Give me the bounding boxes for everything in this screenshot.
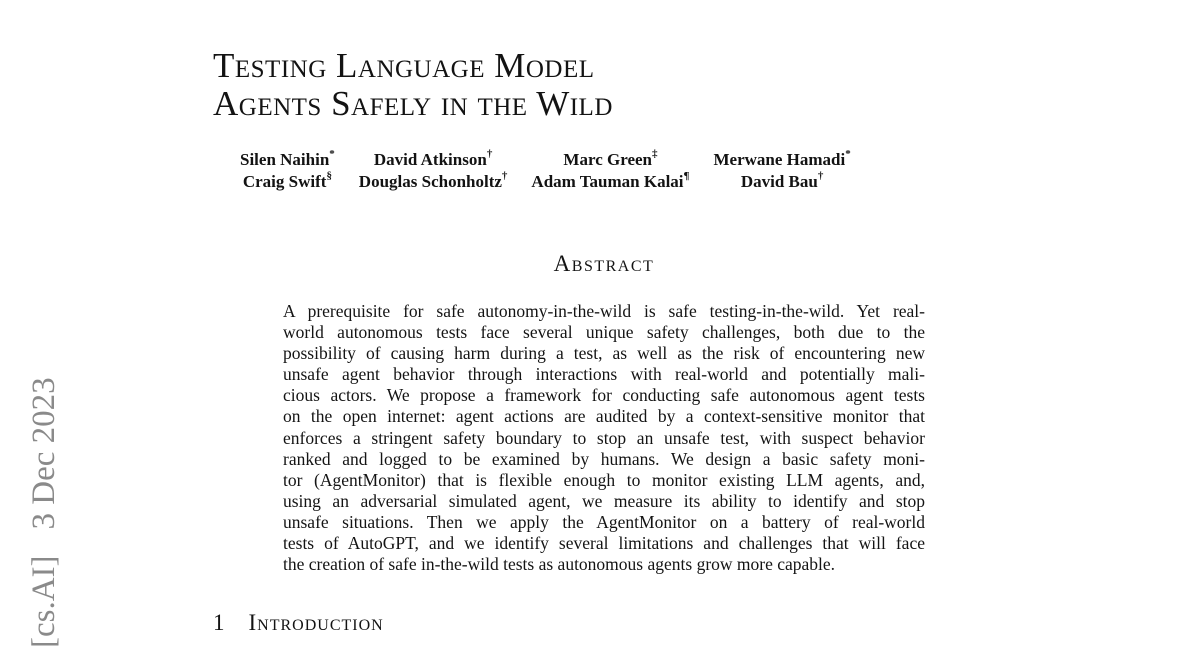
author	[243, 171, 332, 193]
abstract-line: on the open internet: agent actions are audited by a context-sensitive monitor that	[283, 406, 925, 427]
abstract-line: possibility of causing harm during a test, as well as the risk of encountering new	[283, 343, 925, 364]
abstract-line: unsafe agent behavior through interactions with real-world and potentially mali-	[283, 364, 925, 385]
paper-title	[213, 47, 613, 123]
section-title: Introduction	[248, 610, 384, 635]
abstract-line: A prerequisite for safe autonomy-in-the-wild is safe testing-in-the-wild. Yet real-	[283, 301, 925, 321]
author-mark: *	[329, 148, 335, 161]
author-mark: *	[845, 148, 851, 161]
author	[713, 149, 850, 171]
author-name: Adam Tauman Kalai	[531, 172, 684, 191]
section-number: 1	[213, 610, 225, 635]
author-mark: †	[501, 170, 508, 183]
author-name: David Bau	[740, 172, 818, 191]
abstract-line: enforces a stringent safety boundary to stop an unsafe test, with suspect behavior	[283, 427, 925, 448]
author-mark: †	[817, 170, 824, 183]
abstract-line: cious actors. We propose a framework for conducting safe autonomous agent tests	[283, 385, 925, 406]
abstract-line: using an adversarial simulated agent, we measure its ability to identify and stop	[283, 490, 925, 511]
arxiv-category: [cs.AI]	[26, 555, 62, 648]
author-name: Merwane Hamadi	[713, 150, 846, 169]
author-mark: †	[486, 148, 493, 161]
author-mark: ‡	[652, 148, 658, 161]
author-name: Douglas Schonholtz	[358, 172, 502, 191]
author	[741, 171, 824, 193]
abstract-line: ranked and logged to be examined by humans. We design a basic safety moni-	[283, 448, 925, 469]
abstract-line: tor (AgentMonitor) that is flexible enough to monitor existing LLM agents, and,	[283, 469, 925, 490]
title-line-1: Testing Language Model	[213, 46, 595, 85]
author	[240, 149, 335, 171]
authors-block	[240, 149, 851, 193]
arxiv-watermark	[27, 377, 61, 648]
author	[531, 171, 689, 193]
author-name: David Atkinson	[373, 150, 487, 169]
author-name: Craig Swift	[242, 172, 327, 191]
author	[374, 149, 492, 171]
abstract-text	[283, 301, 925, 575]
author-name: Silen Naihin	[240, 150, 330, 169]
author-name: Marc Green	[563, 150, 652, 169]
abstract-line: tests of AutoGPT, and we identify several limitations and challenges that will face	[283, 533, 925, 554]
abstract-heading: Abstract	[553, 251, 655, 276]
title-line-2: Agents Safely in the Wild	[213, 84, 613, 123]
author-mark: ¶	[683, 170, 690, 183]
section-heading	[213, 610, 384, 636]
author	[563, 149, 657, 171]
author	[359, 171, 508, 193]
abstract-line: unsafe situations. Then we apply the AgentMonitor on a battery of real-world	[283, 511, 925, 532]
arxiv-date: 3 Dec 2023	[26, 377, 62, 530]
abstract-line: the creation of safe in-the-wild tests as autonomous agents grow more capable.	[283, 554, 836, 575]
abstract-line: world autonomous tests face several unique safety challenges, both due to the	[283, 322, 925, 343]
author-mark: §	[326, 170, 332, 183]
